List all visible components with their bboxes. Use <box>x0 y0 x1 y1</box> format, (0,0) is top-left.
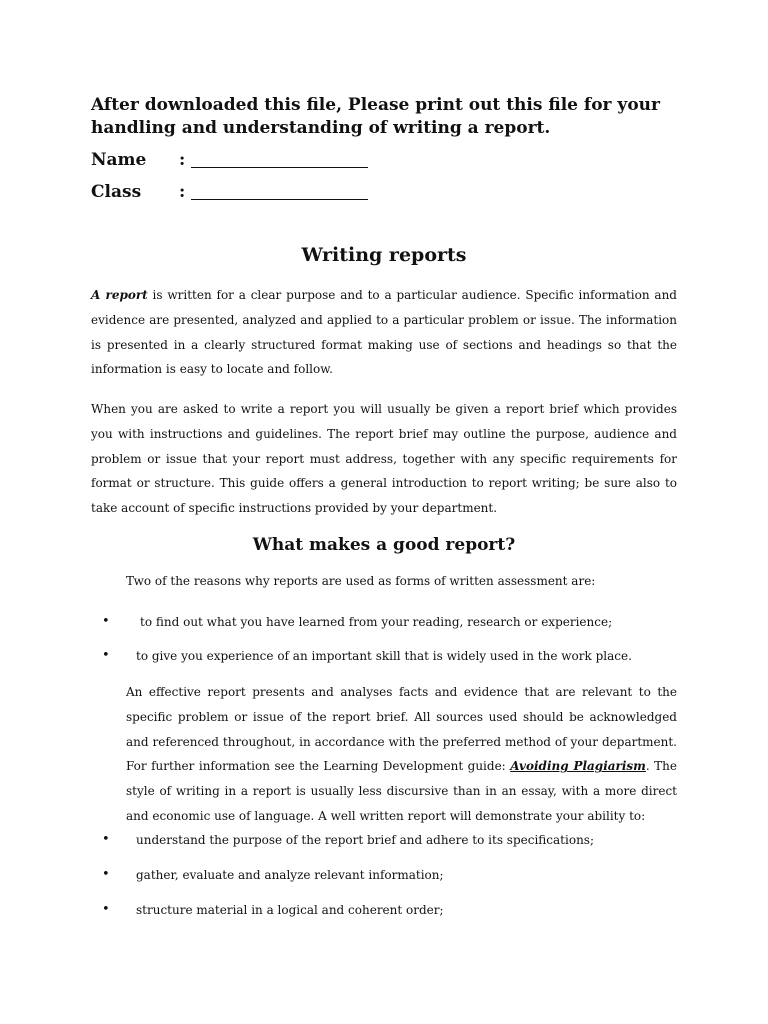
page-title: Writing reports <box>301 244 467 266</box>
section-heading-good-report: What makes a good report? <box>252 535 516 555</box>
effective-report-text: An effective report presents and analyses facts and evidence that are relevant to the specific problem or issue of the report brief. All sources used should be acknowledged and referenced throughout, in accordance with the preferred method of your department. For further information see the Learning Development guide: <box>126 685 677 774</box>
bullet-icon: • <box>102 648 110 663</box>
intro-line-1: After downloaded this file, Please print out this file for your <box>91 95 660 115</box>
list-item-text: gather, evaluate and analyze relevant information; <box>136 868 444 882</box>
class-blank-line <box>191 199 368 200</box>
name-blank-line <box>191 167 368 168</box>
intro-line-2: handling and understanding of writing a report. <box>91 118 551 138</box>
bullet-icon: • <box>102 902 110 917</box>
list-item-text: to find out what you have learned from your reading, research or experience; <box>140 615 613 629</box>
list-item <box>102 865 677 885</box>
intro-instruction <box>91 94 671 140</box>
list-item <box>102 830 677 850</box>
report-term: A report <box>91 288 148 302</box>
list-item <box>102 646 677 666</box>
report-definition-text: is written for a clear purpose and to a particular audience. Specific information and evidence are presented, analyzed and applied to a particular problem or issue. The information is presented in a clearly structured format making use of sections and headings so that the information is easy to locate and follow. <box>91 288 677 377</box>
name-field <box>91 150 411 172</box>
paragraph-reasons-intro: Two of the reasons why reports are used as forms of written assessment are: <box>126 574 596 588</box>
class-colon: : <box>179 182 186 202</box>
paragraph-report-definition <box>91 283 677 382</box>
list-item-text: structure material in a logical and coherent order; <box>136 903 444 917</box>
paragraph-effective-report <box>126 680 677 829</box>
avoiding-plagiarism-link[interactable]: Avoiding Plagiarism <box>510 759 646 774</box>
name-label: Name <box>91 150 147 170</box>
list-item-text: to give you experience of an important skill that is widely used in the work place. <box>136 649 632 663</box>
paragraph-report-brief: When you are asked to write a report you will usually be given a report brief which provides you with instructions and guidelines. The report brief may outline the purpose, audience and problem or issue that your report must address, together with any specific requirements for format or structure. This guide offers a general introduction to report writing; be sure also to take account of specific instructions provided by your department. <box>91 402 677 516</box>
effective-report-text-continued: . The style of writing in a report is usually less discursive than in an essay, with a more direct and economic use of language. A well written report will demonstrate your ability to: <box>126 759 677 823</box>
bullet-icon: • <box>102 614 110 629</box>
list-item <box>102 900 677 920</box>
name-colon: : <box>179 150 186 170</box>
class-field <box>91 182 411 204</box>
list-item-text: understand the purpose of the report brief and adhere to its specifications; <box>136 833 594 847</box>
class-label: Class <box>91 182 142 202</box>
list-item <box>102 612 677 632</box>
bullet-icon: • <box>102 867 110 882</box>
bullet-icon: • <box>102 832 110 847</box>
